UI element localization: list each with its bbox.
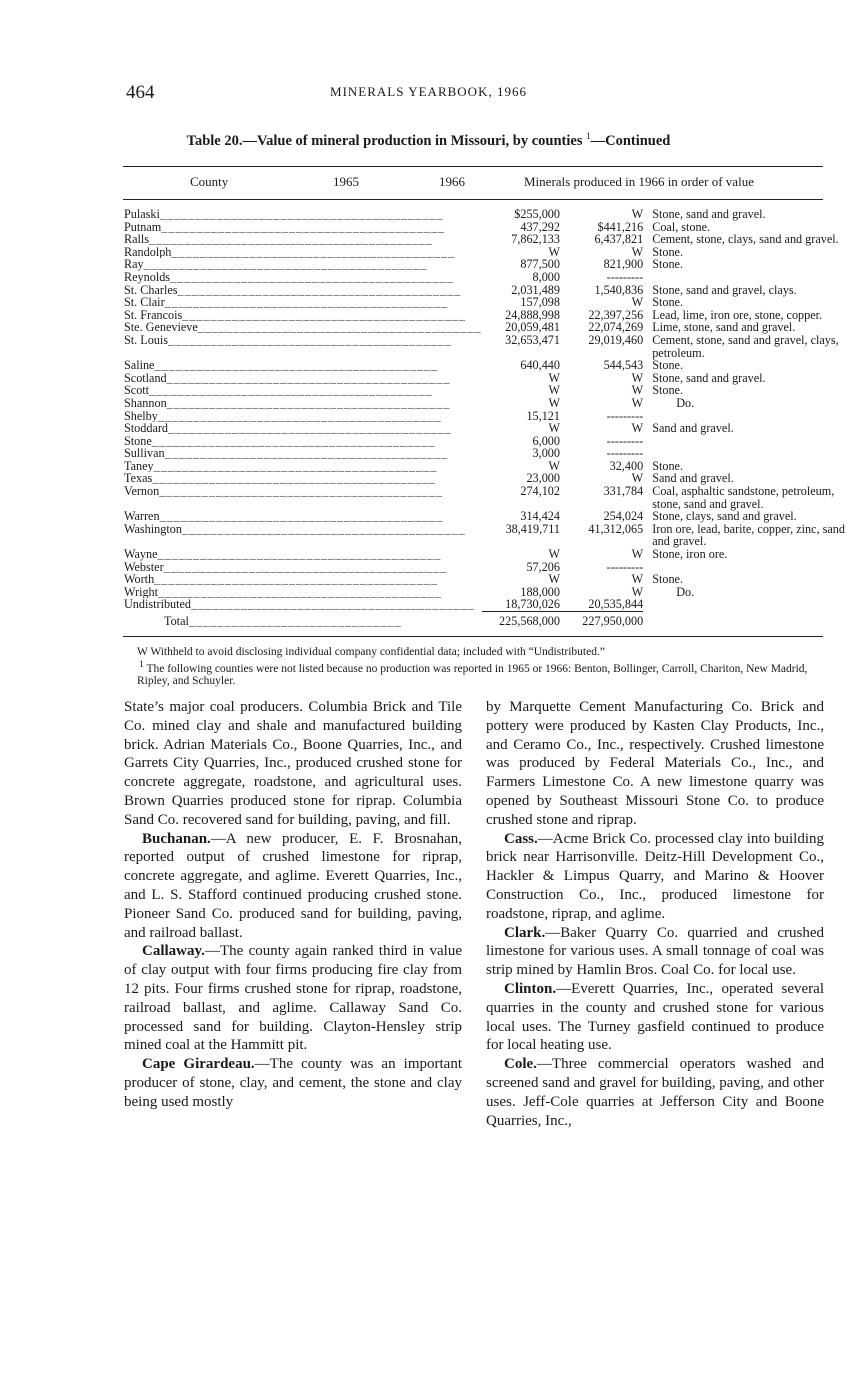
county-cell xyxy=(124,384,482,397)
leader-dots: ________________________________________ xyxy=(159,485,443,499)
paragraph-body: —Baker Quarry Co. quarried and crushed limestone for various uses. A small tonnage of coal was strip mined by Hamlin Bros. Coal Co. for local use. xyxy=(486,924,824,979)
county-cell xyxy=(124,422,482,435)
county-name: St. Francois xyxy=(124,308,183,322)
paragraph-body: —A new producer, E. F. Brosnahan, reported output of crushed limestone for riprap, concrete aggregate, and aglime. Everett Quarries, Inc., and L. S. Stafford continued producing crushed stone. Pioneer Sand Co. produced sand for building, paving, and railroad ballast. xyxy=(124,830,462,941)
value-1966-cell: 1,540,836 xyxy=(594,282,644,297)
table-row xyxy=(124,296,857,309)
paragraph-lead: Cass. xyxy=(504,830,538,847)
footnote-1 xyxy=(137,659,827,688)
paragraph-lead: Buchanan. xyxy=(142,830,211,847)
minerals-cell xyxy=(643,598,857,611)
county-name: Shannon xyxy=(124,396,167,410)
value-1965-cell: 157,098 xyxy=(520,295,560,310)
paragraph-body: —Three commercial operators washed and screened sand and gravel for building, paving, and other uses. Jeff-Cole quarries at Jefferson City and Boone Quarries, Inc., xyxy=(486,1056,824,1129)
minerals-cell: Iron ore, lead, barite, copper, zinc, sand and gravel. xyxy=(652,521,845,549)
leader-dots: ________________________________________ xyxy=(197,321,482,334)
paragraph xyxy=(486,1055,824,1130)
value-1966-cell: W xyxy=(631,207,644,221)
text-column-left xyxy=(124,698,462,1112)
minerals-cell xyxy=(643,271,857,284)
table-title-footnote-mark: 1 xyxy=(586,131,591,141)
total-minerals-cell xyxy=(643,612,857,628)
leader-dots: ________________________________________ xyxy=(182,308,466,322)
value-1965-cell: 877,500 xyxy=(520,257,560,272)
value-1966-cell: 331,784 xyxy=(603,484,644,499)
paragraph xyxy=(486,980,824,1055)
value-1965-cell: 23,000 xyxy=(526,471,560,486)
county-name: Ralls xyxy=(124,233,150,246)
value-1966-cell: --------- xyxy=(606,446,644,461)
county-name: Wayne xyxy=(124,548,158,561)
county-cell xyxy=(124,246,482,259)
value-1965-cell: 8,000 xyxy=(532,269,560,284)
total-label-cell xyxy=(124,612,482,628)
county-name: Wright xyxy=(124,585,159,599)
county-cell xyxy=(124,359,482,372)
value-1965-cell: 274,102 xyxy=(520,484,560,499)
paragraph-body: —Acme Brick Co. processed clay into building brick near Harrisonville. Deitz-Hill Development Co., Hackler & Limpus Quarry, and Marino & Hoover Construction Co., Inc., produced limestone for roadstone, riprap, and aglime. xyxy=(486,830,824,922)
value-1965-cell: 640,440 xyxy=(520,358,560,373)
county-cell xyxy=(124,372,482,385)
county-name: Sullivan xyxy=(124,447,165,460)
table-row xyxy=(124,561,857,574)
value-1966-cell: 22,074,269 xyxy=(588,320,644,335)
paragraph xyxy=(486,924,824,980)
minerals-cell: Stone. xyxy=(652,358,683,373)
value-1966-cell: 254,024 xyxy=(603,509,644,524)
header-rule xyxy=(123,199,823,200)
value-1965-cell: 314,424 xyxy=(520,509,560,524)
value-1966-cell: --------- xyxy=(606,433,644,448)
leader-dots: ________________________________________ xyxy=(168,333,452,347)
minerals-cell: Stone. xyxy=(652,383,683,398)
county-name: Texas xyxy=(124,472,153,486)
paragraph xyxy=(124,698,462,830)
table-row xyxy=(124,410,857,423)
county-cell xyxy=(124,397,482,410)
table-row xyxy=(124,271,857,284)
table-row xyxy=(124,397,857,410)
leader-dots: ________________________________________ xyxy=(164,296,449,309)
paragraph xyxy=(124,830,462,943)
value-1965-cell: $255,000 xyxy=(514,207,560,221)
table-row xyxy=(124,359,857,372)
minerals-cell: Sand and gravel. xyxy=(652,471,734,486)
value-1966-cell: W xyxy=(631,395,644,410)
value-1966-cell: W xyxy=(631,295,644,310)
value-1966-cell: W xyxy=(631,244,644,259)
page-number: 464 xyxy=(126,82,155,103)
value-1966-cell: 6,437,821 xyxy=(594,232,644,247)
county-cell xyxy=(124,561,482,574)
value-1965-cell: W xyxy=(548,395,560,410)
value-1965-cell: W xyxy=(548,421,560,436)
running-head: MINERALS YEARBOOK, 1966 xyxy=(330,84,527,99)
value-1966-cell: 29,019,460 xyxy=(588,332,644,347)
county-cell xyxy=(124,523,482,548)
table-row xyxy=(124,510,857,523)
value-1965-cell: W xyxy=(548,547,560,562)
county-name: Shelby xyxy=(124,409,158,423)
paragraph-lead: Cape Girardeau. xyxy=(142,1056,255,1073)
table-row xyxy=(124,372,857,385)
county-cell xyxy=(124,334,482,359)
county-cell xyxy=(124,321,482,334)
county-name: Putnam xyxy=(124,220,162,234)
value-1966-cell: W xyxy=(631,547,644,562)
value-1966-cell: $441,216 xyxy=(597,219,644,234)
value-1965-cell: 24,888,998 xyxy=(505,307,560,322)
county-cell xyxy=(124,208,482,221)
county-name: Ste. Genevieve xyxy=(124,321,198,334)
total-1965-cell: 225,568,000 xyxy=(482,612,560,628)
paragraph-body: by Marquette Cement Manufacturing Co. Brick and pottery were produced by Kasten Clay Products, Inc., and Ceramo Co., Inc., respectively. Crushed limestone was produced by Federal Materials Co., Inc., and Farmers Limestone Co. A new limestone quarry was opened by Southeast Missouri Stone Co. to produce crushed stone and riprap. xyxy=(486,699,824,828)
county-cell xyxy=(124,309,482,322)
table-row xyxy=(124,334,857,359)
value-1965-cell: 38,419,711 xyxy=(505,521,560,536)
value-1965-cell: 437,292 xyxy=(520,219,560,234)
minerals-cell: Stone, sand and gravel. xyxy=(652,207,766,221)
table-row xyxy=(124,208,857,221)
minerals-cell xyxy=(643,435,857,448)
table-row xyxy=(124,460,857,473)
paragraph-lead: Cole. xyxy=(504,1056,537,1073)
county-name: Stoddard xyxy=(124,422,169,435)
paragraph-body: —Everett Quarries, Inc., operated several quarries in the county and crushed stone for various local uses. The Turney gasfield continued to produce for local heating use. xyxy=(486,980,824,1054)
county-cell xyxy=(124,485,482,510)
paragraph-body: State’s major coal producers. Columbia Brick and Tile Co. mined clay and shale and manufactured building brick. Adrian Materials Co., Boone Quarries, Inc., and Garrets City Quarries, Inc., produced crushed stone for concrete aggregate, roadstone, and agricultural uses. Brown Quarries produced stone for riprap. Columbia Sand Co. recovered sand for building, paving, and fill. xyxy=(124,699,462,828)
leader-dots: ________________________________________ xyxy=(170,270,454,284)
data-table xyxy=(124,208,857,628)
county-name: Ray xyxy=(124,258,144,271)
minerals-cell: Stone. xyxy=(652,572,683,587)
minerals-cell: Stone, sand and gravel. xyxy=(652,370,766,385)
value-1966-cell: --------- xyxy=(606,408,644,423)
paragraph xyxy=(124,1055,462,1111)
leader-dots: ________________________________________ xyxy=(157,409,442,423)
minerals-cell: Stone. xyxy=(652,257,683,272)
county-name: Washington xyxy=(124,522,182,536)
table-row xyxy=(124,598,857,611)
value-1966-cell: --------- xyxy=(606,559,644,574)
minerals-cell: Do. xyxy=(676,395,695,410)
table-row xyxy=(124,523,857,548)
county-cell xyxy=(124,410,482,423)
table-row xyxy=(124,573,857,586)
leader-dots: ______________________________ xyxy=(188,613,402,628)
footnote-1-text: The following counties were not listed because no production was reported in 1965 or 1966: Benton, Bollinger, Carroll, Chariton, New Madrid, Ripley, and Schuyler. xyxy=(137,662,808,687)
value-1965-cell: 188,000 xyxy=(520,584,560,599)
paragraph-lead: Clark. xyxy=(504,924,546,941)
county-cell xyxy=(124,472,482,485)
total-label: Total xyxy=(164,613,189,628)
table-title xyxy=(0,131,857,150)
county-cell xyxy=(124,573,482,586)
county-cell xyxy=(124,258,482,271)
paragraph-body: —The county again ranked third in value of clay output with four firms producing fire clay from 12 pits. Four firms crushed stone for riprap, roadstone, railroad ballast, and aglime. Callaway Sand Co. processed sand for building. Clayton-Hensley strip mined coal at the Hammitt pit. xyxy=(124,943,462,1054)
county-name: Undistributed xyxy=(124,598,192,612)
minerals-cell: Stone, sand and gravel, clays. xyxy=(652,282,797,297)
total-1966-cell: 227,950,000 xyxy=(560,612,643,628)
leader-dots: ________________________________________ xyxy=(151,434,436,448)
value-1966-cell: W xyxy=(631,421,644,436)
county-name: Worth xyxy=(124,573,155,586)
value-1966-cell: W xyxy=(631,572,644,587)
table-row xyxy=(124,548,857,561)
total-row xyxy=(124,612,857,628)
paragraph xyxy=(486,830,824,924)
county-name: St. Clair xyxy=(124,296,165,309)
header-1966: 1966 xyxy=(439,174,465,189)
header-county: County xyxy=(190,174,229,189)
value-1966-cell: W xyxy=(631,370,644,385)
value-1965-cell: 32,653,471 xyxy=(505,332,560,347)
leader-dots: ________________________________________ xyxy=(159,208,444,221)
paragraph xyxy=(486,698,824,830)
county-cell xyxy=(124,435,482,448)
footnote-1-mark: 1 xyxy=(139,658,144,670)
leader-dots: ________________________________________ xyxy=(157,548,442,561)
leader-dots: ________________________________________ xyxy=(181,522,466,536)
county-name: Scott xyxy=(124,384,150,397)
value-1965-cell: W xyxy=(548,572,560,587)
county-cell xyxy=(124,447,482,460)
minerals-cell: Stone, iron ore. xyxy=(652,547,728,562)
minerals-cell: Lime, stone, sand and gravel. xyxy=(652,320,796,335)
leader-dots: ________________________________________ xyxy=(177,283,462,297)
county-cell xyxy=(124,548,482,561)
county-name: St. Charles xyxy=(124,283,178,297)
value-1965-cell: 57,206 xyxy=(526,559,560,574)
table-row xyxy=(124,586,857,599)
county-name: St. Louis xyxy=(124,333,169,347)
table-row xyxy=(124,384,857,397)
leader-dots: ________________________________________ xyxy=(191,598,475,612)
table-row xyxy=(124,422,857,435)
leader-dots: ________________________________________ xyxy=(158,585,442,599)
minerals-cell xyxy=(643,447,857,460)
table-row xyxy=(124,485,857,510)
value-1966-cell: W xyxy=(631,471,644,486)
minerals-cell: Coal, asphaltic sandstone, petroleum, stone, sand and gravel. xyxy=(652,484,835,511)
paragraph xyxy=(124,942,462,1055)
paragraph-body: —The county was an important producer of stone, clay, and cement, the stone and clay being used mostly xyxy=(124,1056,462,1110)
leader-dots: ________________________________________ xyxy=(152,472,436,486)
leader-dots: ________________________________________ xyxy=(166,371,451,385)
county-cell xyxy=(124,221,482,234)
footnote-withheld: W Withheld to avoid disclosing individual company confidential data; included with “Undistributed.” xyxy=(137,646,605,658)
value-1965-cell: 20,059,481 xyxy=(505,320,560,335)
value-1966-cell: 41,312,065 xyxy=(588,521,644,536)
county-name: Stone xyxy=(124,434,152,448)
leader-dots: ________________________________________ xyxy=(154,359,439,372)
leader-dots: ________________________________________ xyxy=(153,459,438,473)
value-1966-cell: --------- xyxy=(606,269,644,284)
value-1965-cell: 15,121 xyxy=(526,408,560,423)
leader-dots: ________________________________________ xyxy=(161,220,445,234)
value-1965-cell: 18,730,026 xyxy=(505,597,560,612)
table-row xyxy=(124,447,857,460)
header-minerals: Minerals produced in 1966 in order of value xyxy=(524,174,754,189)
county-cell xyxy=(124,284,482,297)
county-name: Randolph xyxy=(124,245,172,259)
leader-dots: ________________________________________ xyxy=(166,396,451,410)
paragraph-lead: Clinton. xyxy=(504,980,557,997)
table-row xyxy=(124,233,857,246)
county-cell xyxy=(124,233,482,246)
minerals-cell: Lead, lime, iron ore, stone, copper. xyxy=(652,307,823,322)
value-1965-cell: 7,862,133 xyxy=(511,232,560,247)
table-bottom-rule xyxy=(123,636,823,637)
county-name: Warren xyxy=(124,510,160,523)
value-1966-cell: 544,543 xyxy=(603,358,644,373)
leader-dots: ________________________________________ xyxy=(149,384,433,397)
paragraph-lead: Callaway. xyxy=(142,943,205,960)
value-1966-cell: 22,397,256 xyxy=(588,307,644,322)
header-1965: 1965 xyxy=(333,174,359,189)
leader-dots: ________________________________________ xyxy=(143,258,428,271)
county-cell xyxy=(124,460,482,473)
county-cell xyxy=(124,598,482,611)
table-row xyxy=(124,435,857,448)
county-name: Reynolds xyxy=(124,270,171,284)
leader-dots: ________________________________________ xyxy=(171,245,456,259)
minerals-cell: Stone. xyxy=(652,295,683,310)
county-name: Pulaski xyxy=(124,208,160,221)
table-top-rule xyxy=(123,166,823,167)
minerals-cell: Sand and gravel. xyxy=(652,421,734,436)
text-column-right xyxy=(486,698,824,1130)
minerals-cell: Stone, clays, sand and gravel. xyxy=(652,509,797,524)
value-1965-cell: W xyxy=(548,383,560,398)
footnotes xyxy=(137,646,827,687)
value-1965-cell: W xyxy=(548,244,560,259)
value-1966-cell: W xyxy=(631,383,644,398)
minerals-cell: Coal, stone. xyxy=(652,219,711,234)
leader-dots: ________________________________________ xyxy=(168,422,452,435)
value-1966-cell: 32,400 xyxy=(609,458,644,473)
county-cell xyxy=(124,271,482,284)
table-title-suffix: —Continued xyxy=(590,132,671,149)
value-1965-cell: 2,031,489 xyxy=(511,282,560,297)
county-name: Webster xyxy=(124,560,164,574)
value-1965-cell: W xyxy=(548,370,560,385)
county-name: Saline xyxy=(124,359,155,372)
value-1966-cell: W xyxy=(631,584,644,599)
leader-dots: ________________________________________ xyxy=(159,510,444,523)
leader-dots: ________________________________________ xyxy=(164,447,449,460)
value-1965-cell: 6,000 xyxy=(532,433,560,448)
county-cell xyxy=(124,296,482,309)
table-row xyxy=(124,258,857,271)
minerals-cell: Do. xyxy=(676,584,695,599)
county-name: Vernon xyxy=(124,485,160,499)
county-cell xyxy=(124,510,482,523)
leader-dots: ________________________________________ xyxy=(163,560,448,574)
minerals-cell: Cement, stone, clays, sand and gravel. xyxy=(652,232,839,247)
county-name: Scotland xyxy=(124,371,167,385)
minerals-cell: Stone. xyxy=(652,244,683,259)
county-name: Taney xyxy=(124,459,154,473)
value-1966-cell: 20,535,844 xyxy=(588,597,644,612)
value-1965-cell: 3,000 xyxy=(532,446,560,461)
value-1966-cell: 821,900 xyxy=(603,257,644,272)
county-cell xyxy=(124,586,482,599)
minerals-cell: Cement, stone, sand and gravel, clays, petroleum. xyxy=(652,332,839,360)
value-1965-cell: W xyxy=(548,458,560,473)
leader-dots: ________________________________________ xyxy=(154,573,438,586)
table-row xyxy=(124,284,857,297)
minerals-cell: Stone. xyxy=(652,458,683,473)
table-row xyxy=(124,246,857,259)
table-title-text: Table 20.—Value of mineral production in Missouri, by counties xyxy=(186,132,587,149)
leader-dots: ________________________________________ xyxy=(149,233,433,246)
